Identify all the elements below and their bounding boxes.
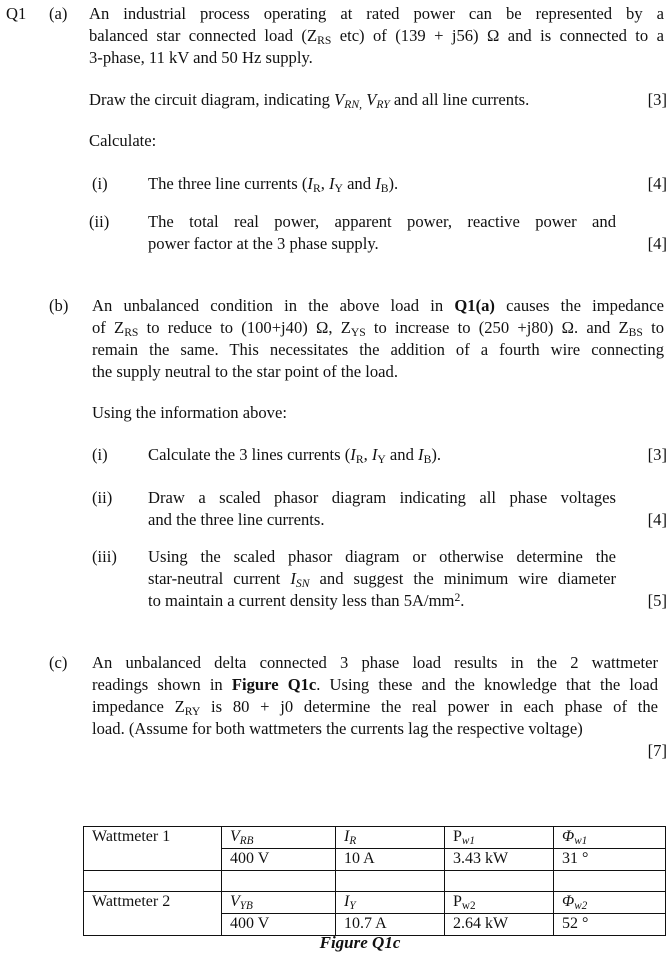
table-cell: 31 °: [554, 849, 666, 871]
question-number: Q1: [6, 4, 27, 23]
part-a-i-label: (i): [92, 174, 108, 193]
part-b-ii-marks: [4]: [647, 510, 667, 529]
table-row: [84, 892, 666, 914]
table-cell: $V_{RB}$: [222, 827, 336, 849]
part-b-iii-marks: [5]: [647, 591, 667, 610]
part-a-ii-text: The total real power, apparent power, reactive power and power factor at the 3 phase supply.: [148, 212, 616, 253]
table-spacer-row: [84, 871, 666, 892]
part-c-label: (c): [49, 653, 68, 672]
table-cell: 10.7 A: [336, 914, 445, 936]
part-a-statement: [89, 3, 664, 69]
table-cell: 10 A: [336, 849, 445, 871]
part-c-statement: An unbalanced delta connected 3 phase load results in the 2 wattmeter readings shown in Figure Q1c. Using these and the knowledge that the load impedance $Z_{RY}$ is 80 + j0 determine the real power in each phase of the load. (Assume for both wattmeters the currents lag the respective voltage): [92, 653, 659, 738]
table-cell: 2.64 kW: [445, 914, 554, 936]
part-a-line-3: 3-phase, 11 kV and 50 Hz supply.: [89, 48, 313, 67]
using-information-heading: Using the information above:: [92, 403, 287, 422]
part-c-marks: [7]: [647, 741, 667, 760]
part-b-i-label: (i): [92, 445, 108, 464]
part-b-statement: An unbalanced condition in the above load in Q1(a) causes the impedance of $Z_{RS}$ to reduce to (100+j40) Ω, $Z_{YS}$ to increase to (250 +j80) Ω. and $Z_{BS}$ to remain the same. This necessitates the addition of a fourth wire connecting the supply neutral to the star point of the load.: [92, 296, 664, 381]
table-cell: $P_{w1}$: [445, 827, 554, 849]
part-b-ii-label: (ii): [92, 488, 113, 507]
part-a-line-1: An industrial process operating at rated power can be represented by a: [89, 4, 664, 23]
table-cell: $\Phi_{w1}$: [554, 827, 666, 849]
table-cell: 400 V: [222, 849, 336, 871]
wattmeter-1-name: Wattmeter 1: [84, 827, 222, 871]
part-a-draw-task: Draw the circuit diagram, indicating $V_{RN,}$ $V_{RY}$ and all line currents.: [89, 90, 530, 111]
part-b-iii-label: (iii): [92, 547, 117, 566]
figure-caption: Figure Q1c: [319, 933, 401, 952]
table-cell: 3.43 kW: [445, 849, 554, 871]
part-a-label: (a): [49, 4, 68, 23]
table-cell: $V_{YB}$: [222, 892, 336, 914]
wattmeter-table: [83, 826, 666, 936]
table-cell: $\Phi_{w2}$: [554, 892, 666, 914]
part-a-ii-marks: [4]: [647, 234, 667, 253]
table-cell: $I_R$: [336, 827, 445, 849]
part-b-iii-text: Using the scaled phasor diagram or otherwise determine the star-neutral current $I_{SN}$ and suggest the minimum wire diameter to maintain a current density less than $5A/mm^2$.: [148, 547, 616, 610]
table-row: [84, 827, 666, 849]
table-cell: 400 V: [222, 914, 336, 936]
part-a-i-marks: [4]: [647, 174, 667, 193]
calculate-heading: Calculate:: [89, 131, 157, 150]
part-b-ii-text: Draw a scaled phasor diagram indicating all phase voltages and the three line currents.: [148, 488, 616, 529]
part-a-ii-label: (ii): [89, 212, 110, 231]
part-a-i-text: The three line currents ($I_R$, $I_Y$ and $I_B$).: [148, 174, 399, 195]
part-a-draw-marks: [3]: [647, 90, 667, 109]
part-b-label: (b): [49, 296, 69, 315]
part-b-i-marks: [3]: [647, 445, 667, 464]
part-b-i-text: Calculate the 3 lines currents ($I_R$, $I_Y$ and $I_B$).: [148, 445, 442, 466]
table-cell: 52 °: [554, 914, 666, 936]
wattmeter-2-name: Wattmeter 2: [84, 892, 222, 936]
table-cell: $P_{w2}$: [445, 892, 554, 914]
table-cell: $I_Y$: [336, 892, 445, 914]
part-a-line-2: balanced star connected load ($Z_{RS}$ etc) of (139 + j56) Ω and is connected to a: [89, 26, 664, 47]
